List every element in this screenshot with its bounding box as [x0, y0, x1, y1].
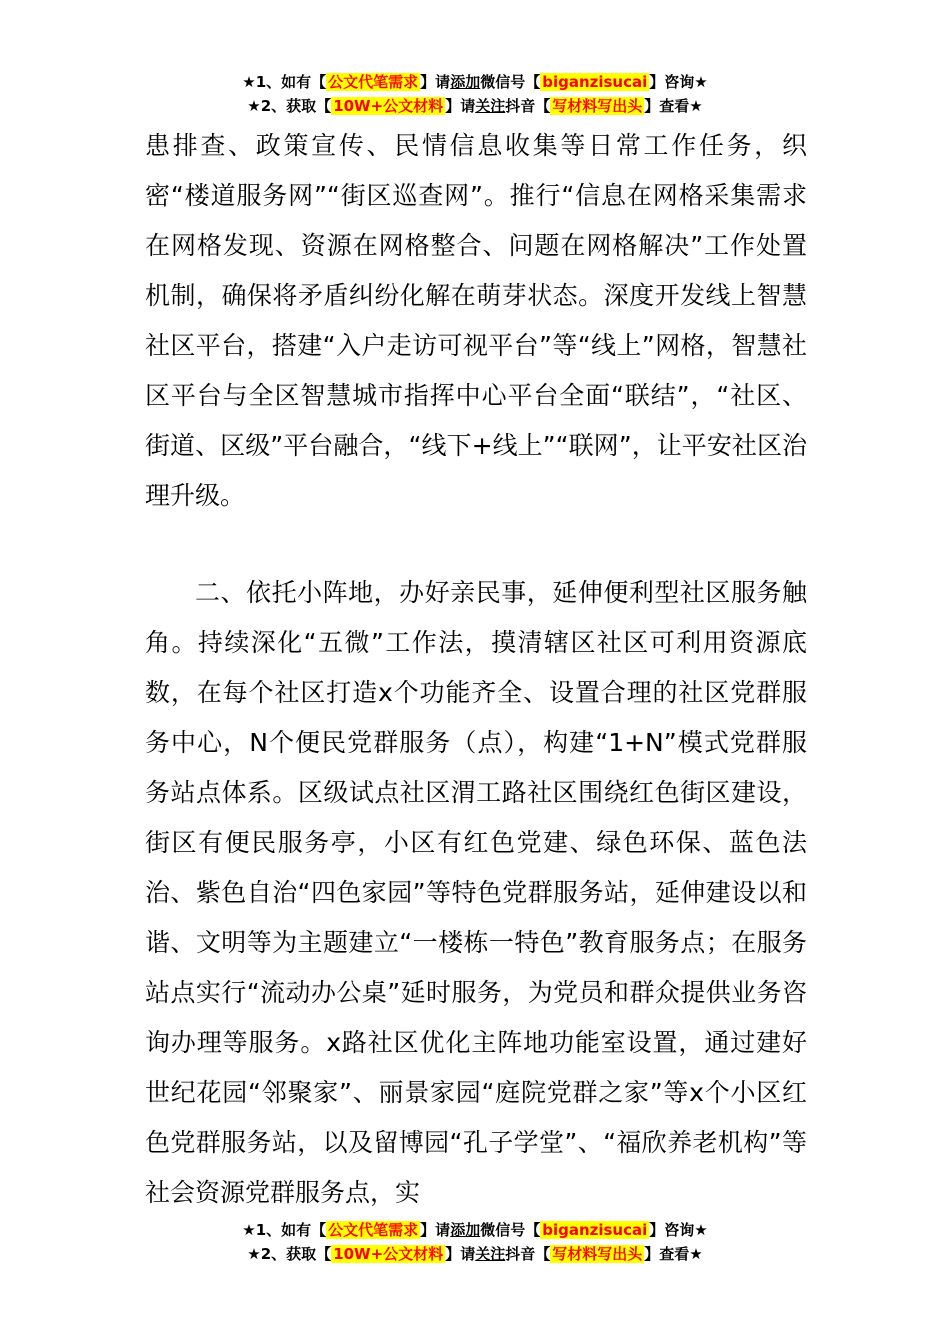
footer-banner [0, 1218, 950, 1266]
banner-text: ★2、获取【 [247, 1245, 332, 1263]
banner-text: ★1、如有【 [242, 1221, 327, 1239]
body-paragraph-1 [145, 121, 807, 521]
highlight-service: 公文代笔需求 [328, 73, 419, 91]
highlight-douyin-account: 写材料写出头 [552, 1245, 643, 1263]
highlight-materials: 10W+公文材料 [333, 97, 444, 115]
banner-text: 微信号【 [480, 1221, 541, 1239]
body-paragraph-2 [145, 568, 807, 1218]
banner-text: 抖音【 [505, 1245, 551, 1263]
paragraph-text: 患排查、政策宣传、民情信息收集等日常工作任务，织密“楼道服务网”“街区巡查网”。推行“信息在网格采集需求在网格发现、资源在网格整合、问题在网格解决”工作处置机制，确保将矛盾纠纷化解在萌芽状态。深度开发线上智慧社区平台，搭建“入户走访可视平台”等“线上”网格，智慧社区平台与全区智慧城市指挥中心平台全面“联结”，“社区、街道、区级”平台融合，“线下+线上”“联网”，让平安社区治理升级。 [145, 131, 807, 510]
highlight-douyin-account: 写材料写出头 [552, 97, 643, 115]
banner-text: 】咨询★ [649, 73, 708, 91]
banner-line-2 [0, 1242, 950, 1266]
banner-text: 】请 [420, 73, 451, 91]
banner-text: ★1、如有【 [242, 73, 327, 91]
banner-line-1 [0, 1218, 950, 1242]
paragraph-text: 二、依托小阵地，办好亲民事，延伸便利型社区服务触角。持续深化“五微”工作法，摸清辖区社区可利用资源底数，在每个社区打造x个功能齐全、设置合理的社区党群服务中心，N个便民党群服务（点），构建“1+N”模式党群服务站点体系。区级试点社区渭工路社区围绕红色街区建设，街区有便民服务亭，小区有红色党建、绿色环保、蓝色法治、紫色自治“四色家园”等特色党群服务站，延伸建设以和谐、文明等为主题建立“一楼栋一特色”教育服务点；在服务站点实行“流动办公桌”延时服务，为党员和群众提供业务咨询办理等服务。x路社区优化主阵地功能室设置，通过建好世纪花园“邻聚家”、丽景家园“庭院党群之家”等x个小区红色党群服务站，以及留博园“孔子学堂”、“福欣养老机构”等社会资源党群服务点，实 [145, 578, 807, 1207]
banner-text: 】查看★ [644, 97, 703, 115]
banner-text: 】请 [445, 97, 476, 115]
highlight-service: 公文代笔需求 [328, 1221, 419, 1239]
banner-emphasis: 添加 [450, 1221, 481, 1239]
highlight-wechat-id: biganzisucai [542, 1221, 648, 1239]
banner-text: 微信号【 [480, 73, 541, 91]
banner-text: 】请 [420, 1221, 451, 1239]
banner-text: 】咨询★ [649, 1221, 708, 1239]
banner-line-1 [0, 70, 950, 94]
banner-text: 】查看★ [644, 1245, 703, 1263]
banner-text: 抖音【 [505, 97, 551, 115]
banner-emphasis: 关注 [475, 1245, 506, 1263]
banner-emphasis: 添加 [450, 73, 481, 91]
banner-line-2 [0, 94, 950, 118]
header-banner [0, 70, 950, 118]
banner-text: ★2、获取【 [247, 97, 332, 115]
highlight-materials: 10W+公文材料 [333, 1245, 444, 1263]
banner-text: 】请 [445, 1245, 476, 1263]
banner-emphasis: 关注 [475, 97, 506, 115]
highlight-wechat-id: biganzisucai [542, 73, 648, 91]
